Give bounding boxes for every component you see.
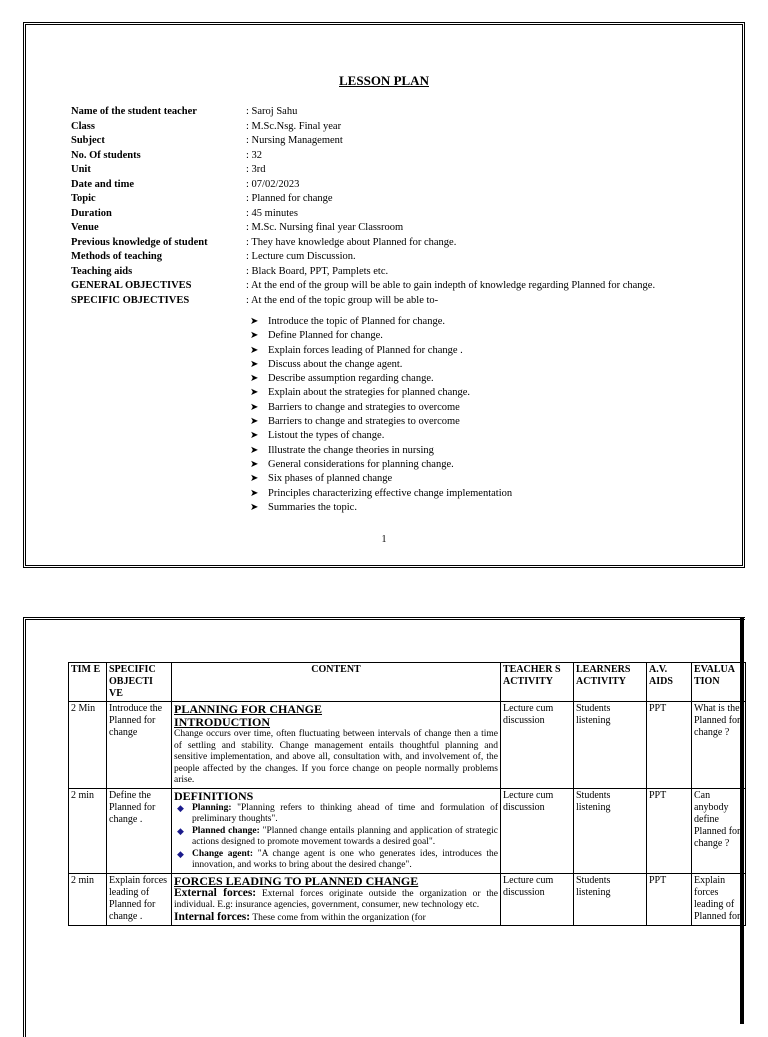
- arrow-bullet-icon: ➤: [250, 401, 259, 413]
- content-paragraph: Change occurs over time, often fluctuating between intervals of change then a time of settling and stability. Change management entails thoughtful planning and sensitive implementation, and above all, consultation with, and involvement of, the people affected by the changes. If you force change on people normally problems arise.: [174, 729, 498, 785]
- info-value: : Black Board, PPT, Pamplets etc.: [246, 265, 389, 277]
- info-label: Class: [71, 120, 95, 132]
- cell-objective: Introduce the Planned for change: [107, 702, 172, 789]
- arrow-bullet-icon: ➤: [250, 358, 259, 370]
- cell-eval: Explain forces leading of Planned for: [692, 873, 746, 926]
- info-row-specific-objectives: [71, 294, 655, 309]
- info-label: Duration: [71, 207, 112, 219]
- arrow-bullet-icon: ➤: [250, 473, 259, 485]
- diamond-bullet-icon: ◆: [177, 848, 184, 859]
- content-paragraph: [174, 888, 498, 912]
- table-header-row: [69, 663, 746, 702]
- info-value: : Planned for change: [246, 193, 333, 204]
- info-label: Unit: [71, 164, 91, 175]
- definitions-list: [174, 803, 498, 872]
- info-row-duration: [71, 207, 655, 222]
- list-item: [250, 487, 512, 501]
- cell-teacher: Lecture cum discussion: [501, 788, 574, 873]
- content-subheading: INTRODUCTION: [174, 715, 271, 729]
- forces-term: External forces:: [174, 886, 257, 899]
- info-row-date: [71, 178, 655, 193]
- col-header-eval: EVALUA TION: [692, 663, 746, 702]
- list-item: [250, 344, 512, 358]
- list-item: [250, 401, 512, 415]
- cell-learner: Students listening: [574, 873, 647, 926]
- info-value: : 32: [246, 149, 263, 161]
- info-label: Teaching aids: [71, 265, 133, 277]
- info-row-topic: [71, 192, 655, 207]
- info-label: SPECIFIC OBJECTIVES: [71, 294, 190, 306]
- list-item: [250, 372, 512, 386]
- forces-text: These come from within the organization (for: [250, 912, 426, 923]
- objective-text: Barriers to change and strategies to overcome: [268, 401, 460, 413]
- info-label: Previous knowledge of student: [71, 236, 208, 248]
- lesson-plan-table: [68, 662, 746, 926]
- info-row-previous-knowledge: [71, 236, 655, 251]
- cell-content: [172, 788, 501, 873]
- info-row-unit: [71, 163, 655, 178]
- objective-text: Listout the types of change.: [268, 430, 385, 442]
- objective-text: Illustrate the change theories in nursing: [268, 444, 434, 456]
- list-item: [250, 472, 512, 486]
- cell-time: 2 Min: [69, 702, 107, 789]
- list-item: [250, 444, 512, 458]
- info-row-venue: [71, 221, 655, 236]
- definition-term: Planning:: [192, 802, 232, 813]
- info-value: : Saroj Sahu: [246, 106, 298, 117]
- objective-text: Define Planned for change.: [268, 330, 383, 342]
- objective-text: Describe assumption regarding change.: [268, 373, 434, 385]
- objective-text: Barriers to change and strategies to overcome: [268, 416, 460, 428]
- list-item: [250, 501, 512, 515]
- info-label: Name of the student teacher: [71, 106, 197, 117]
- definition-text: "Planned change entails planning and application of strategic actions designed to promote movement towards a desired goal".: [192, 825, 498, 847]
- info-row-aids: [71, 265, 655, 280]
- list-item: [250, 429, 512, 443]
- cell-av: PPT: [647, 873, 692, 926]
- arrow-bullet-icon: ➤: [250, 430, 259, 442]
- info-row-name: [71, 105, 655, 120]
- arrow-bullet-icon: ➤: [250, 501, 259, 513]
- col-header-teacher: TEACHER S ACTIVITY: [501, 663, 574, 702]
- content-heading: PLANNING FOR CHANGE: [174, 702, 323, 716]
- cell-eval: What is the Planned for change ?: [692, 702, 746, 789]
- col-header-content: CONTENT: [172, 663, 501, 702]
- arrow-bullet-icon: ➤: [250, 458, 259, 470]
- arrow-bullet-icon: ➤: [250, 487, 259, 499]
- page-title: LESSON PLAN: [339, 73, 429, 88]
- info-value: : M.Sc. Nursing final year Classroom: [246, 222, 404, 233]
- cell-teacher: Lecture cum discussion: [501, 873, 574, 926]
- cell-objective: Define the Planned for change .: [107, 788, 172, 873]
- cell-learner: Students listening: [574, 788, 647, 873]
- info-row-students: [71, 149, 655, 164]
- cell-objective: Explain forces leading of Planned for change .: [107, 873, 172, 926]
- arrow-bullet-icon: ➤: [250, 373, 259, 385]
- definition-text: "A change agent is one who generates ides, introduces the innovation, and works to bring about the desired change".: [192, 848, 498, 870]
- cell-time: 2 min: [69, 788, 107, 873]
- table-row: [69, 873, 746, 926]
- info-value: : 45 minutes: [246, 207, 298, 219]
- info-value: : At the end of the group will be able to gain indepth of knowledge regarding Planned for change.: [246, 280, 656, 291]
- specific-objectives-list: [250, 315, 512, 515]
- objective-text: Discuss about the change agent.: [268, 358, 403, 370]
- arrow-bullet-icon: ➤: [250, 444, 259, 456]
- info-value: : Lecture cum Discussion.: [246, 251, 356, 262]
- arrow-bullet-icon: ➤: [250, 387, 259, 399]
- diamond-bullet-icon: ◆: [177, 825, 184, 836]
- objective-text: Introduce the topic of Planned for change.: [268, 316, 445, 327]
- arrow-bullet-icon: ➤: [250, 330, 259, 342]
- objective-text: General considerations for planning change.: [268, 458, 454, 470]
- diamond-bullet-icon: ◆: [177, 802, 184, 813]
- list-item: [177, 825, 498, 849]
- info-label: No. Of students: [71, 149, 141, 161]
- cell-learner: Students listening: [574, 702, 647, 789]
- info-value: : M.Sc.Nsg. Final year: [246, 120, 342, 132]
- forces-text: External forces originate outside the organization or the individual. E.g: insurance agencies, government, consumer, new technology etc.: [174, 888, 499, 910]
- info-label: Topic: [71, 193, 96, 204]
- list-item: [250, 329, 512, 343]
- content-heading: FORCES LEADING TO PLANNED CHANGE: [174, 873, 419, 888]
- cell-eval: Can anybody define Planned for change ?: [692, 788, 746, 873]
- list-item: [250, 315, 512, 329]
- page-number: 1: [381, 534, 387, 545]
- content-heading: DEFINITIONS: [174, 788, 254, 803]
- definition-term: Change agent:: [192, 848, 254, 859]
- col-header-objective: SPECIFIC OBJECTI VE: [107, 663, 172, 702]
- list-item: [177, 802, 498, 826]
- list-item: [250, 458, 512, 472]
- arrow-bullet-icon: ➤: [250, 416, 259, 428]
- cell-content: [172, 702, 501, 789]
- col-header-learner: LEARNERS ACTIVITY: [574, 663, 647, 702]
- info-value: : 07/02/2023: [246, 178, 300, 190]
- cell-av: PPT: [647, 702, 692, 789]
- list-item: [250, 415, 512, 429]
- arrow-bullet-icon: ➤: [250, 344, 259, 356]
- info-value: : They have knowledge about Planned for change.: [246, 236, 457, 248]
- lesson-plan-page-1: [23, 22, 745, 568]
- info-label: GENERAL OBJECTIVES: [71, 280, 192, 291]
- col-header-av: A.V. AIDS: [647, 663, 692, 702]
- objective-text: Principles characterizing effective change implementation: [268, 487, 513, 499]
- info-value: : At the end of the topic group will be able to-: [246, 294, 439, 306]
- info-label: Methods of teaching: [71, 251, 162, 262]
- info-row-class: [71, 120, 655, 135]
- info-row-methods: [71, 250, 655, 265]
- col-header-time: TIM E: [69, 663, 107, 702]
- cell-av: PPT: [647, 788, 692, 873]
- objective-text: Summaries the topic.: [268, 501, 357, 513]
- list-item: [250, 386, 512, 400]
- cell-teacher: Lecture cum discussion: [501, 702, 574, 789]
- definition-term: Planned change:: [192, 825, 260, 836]
- info-label: Subject: [71, 135, 105, 146]
- info-value: : Nursing Management: [246, 135, 343, 146]
- objective-text: Explain about the strategies for planned change.: [268, 387, 471, 399]
- content-paragraph: [174, 912, 498, 925]
- lesson-info-block: [71, 105, 655, 308]
- objective-text: Six phases of planned change: [268, 473, 393, 485]
- info-label: Date and time: [71, 178, 134, 190]
- list-item: [250, 358, 512, 372]
- info-value: : 3rd: [246, 164, 266, 175]
- info-row-general-objectives: [71, 279, 655, 294]
- list-item: [177, 848, 498, 872]
- table-row: [69, 702, 746, 789]
- info-label: Venue: [71, 222, 99, 233]
- arrow-bullet-icon: ➤: [250, 316, 259, 327]
- table-row: [69, 788, 746, 873]
- definition-text: "Planning refers to thinking ahead of time and formulation of preliminary thoughts".: [192, 802, 498, 824]
- objective-text: Explain forces leading of Planned for change .: [268, 344, 463, 356]
- info-row-subject: [71, 134, 655, 149]
- forces-term: Internal forces:: [174, 910, 251, 923]
- cell-time: 2 min: [69, 873, 107, 926]
- cell-content: [172, 873, 501, 926]
